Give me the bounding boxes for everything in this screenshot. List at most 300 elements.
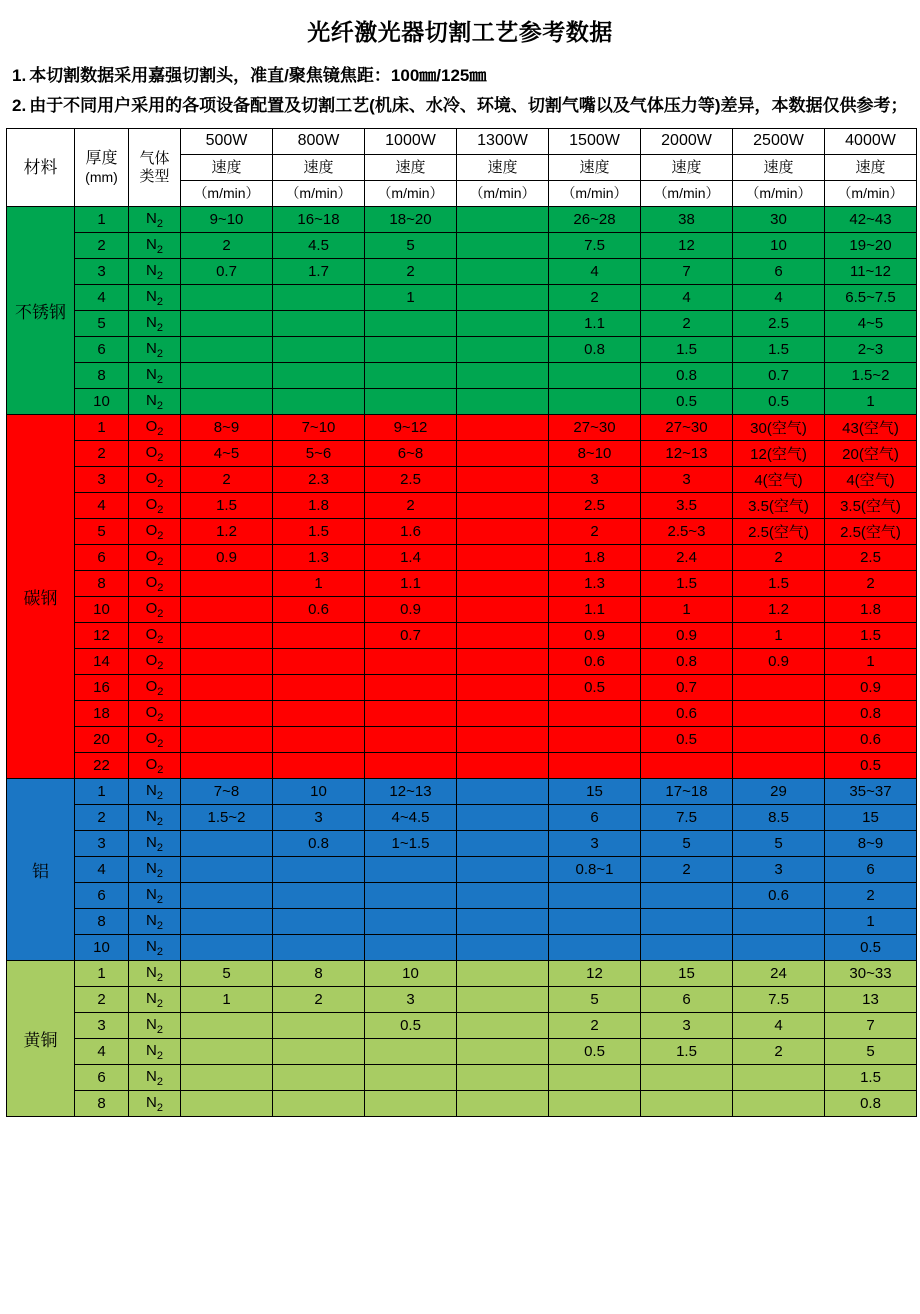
speed-cell <box>733 701 825 727</box>
speed-cell <box>457 207 549 233</box>
speed-cell: 1 <box>825 909 917 935</box>
header-thickness <box>75 129 129 207</box>
speed-cell <box>457 285 549 311</box>
speed-cell: 12~13 <box>365 779 457 805</box>
document-page <box>0 14 920 1314</box>
material-cell: 铝 <box>7 779 75 961</box>
speed-cell: 0.8 <box>273 831 365 857</box>
speed-cell: 1.8 <box>273 493 365 519</box>
speed-cell <box>181 571 273 597</box>
speed-cell <box>181 649 273 675</box>
header-gas-line1: 气体 <box>139 150 170 168</box>
speed-cell: 17~18 <box>641 779 733 805</box>
speed-cell <box>549 935 641 961</box>
speed-cell <box>457 675 549 701</box>
speed-cell: 0.9 <box>181 545 273 571</box>
material-cell: 碳钢 <box>7 415 75 779</box>
gas-cell: $O_2$ <box>129 701 181 727</box>
speed-cell <box>457 987 549 1013</box>
speed-cell <box>549 389 641 415</box>
header-power-1300w: 1300W <box>457 129 549 155</box>
gas-cell: $N_2$ <box>129 233 181 259</box>
speed-cell <box>457 571 549 597</box>
speed-cell <box>457 831 549 857</box>
table-row <box>7 727 917 753</box>
header-speed-1300w: 速度 <box>457 155 549 181</box>
notes-section <box>12 63 908 118</box>
thickness-cell: 10 <box>75 935 129 961</box>
speed-cell: 30(空气) <box>733 415 825 441</box>
note-text: 本切割数据采用嘉强切割头，准直/聚焦镜焦距：100㎜/125㎜ <box>29 66 487 85</box>
speed-cell: 1 <box>825 649 917 675</box>
gas-cell: $N_2$ <box>129 909 181 935</box>
speed-cell: 7.5 <box>641 805 733 831</box>
header-unit-2000w: （m/min） <box>641 181 733 207</box>
speed-cell: 1.7 <box>273 259 365 285</box>
speed-cell: 0.5 <box>549 675 641 701</box>
table-row <box>7 493 917 519</box>
speed-cell: 2 <box>733 545 825 571</box>
thickness-cell: 18 <box>75 701 129 727</box>
thickness-cell: 3 <box>75 1013 129 1039</box>
speed-cell: 0.8 <box>825 701 917 727</box>
gas-cell: $N_2$ <box>129 987 181 1013</box>
speed-cell: 2 <box>365 259 457 285</box>
speed-cell: 1.8 <box>825 597 917 623</box>
thickness-cell: 4 <box>75 1039 129 1065</box>
speed-cell: 8~10 <box>549 441 641 467</box>
speed-cell: 1.5 <box>181 493 273 519</box>
header-speed-2500w: 速度 <box>733 155 825 181</box>
speed-cell <box>457 1065 549 1091</box>
speed-cell: 1.5~2 <box>181 805 273 831</box>
table-body <box>7 207 917 1117</box>
speed-cell: 7.5 <box>549 233 641 259</box>
speed-cell <box>365 675 457 701</box>
thickness-cell: 8 <box>75 909 129 935</box>
speed-cell <box>181 857 273 883</box>
thickness-cell: 8 <box>75 363 129 389</box>
gas-cell: $N_2$ <box>129 883 181 909</box>
speed-cell: 0.9 <box>641 623 733 649</box>
speed-cell <box>733 1065 825 1091</box>
speed-cell <box>365 1039 457 1065</box>
header-gas-line2: 类型 <box>139 167 170 185</box>
speed-cell: 3 <box>273 805 365 831</box>
speed-cell: 0.5 <box>641 389 733 415</box>
thickness-cell: 6 <box>75 337 129 363</box>
table-row <box>7 259 917 285</box>
speed-cell <box>549 753 641 779</box>
speed-cell: 19~20 <box>825 233 917 259</box>
speed-cell: 29 <box>733 779 825 805</box>
speed-cell <box>273 389 365 415</box>
table-row <box>7 935 917 961</box>
speed-cell <box>273 1013 365 1039</box>
speed-cell: 1 <box>733 623 825 649</box>
speed-cell <box>181 363 273 389</box>
table-row <box>7 571 917 597</box>
table-row <box>7 857 917 883</box>
speed-cell: 7~8 <box>181 779 273 805</box>
speed-cell: 2.5~3 <box>641 519 733 545</box>
speed-cell <box>273 883 365 909</box>
speed-cell: 2 <box>181 233 273 259</box>
speed-cell <box>733 1091 825 1117</box>
speed-cell: 1.1 <box>365 571 457 597</box>
speed-cell <box>365 311 457 337</box>
speed-cell <box>457 883 549 909</box>
header-power-2500w: 2500W <box>733 129 825 155</box>
speed-cell <box>733 675 825 701</box>
header-power-4000w: 4000W <box>825 129 917 155</box>
thickness-cell: 16 <box>75 675 129 701</box>
header-power-500w: 500W <box>181 129 273 155</box>
speed-cell: 4 <box>549 259 641 285</box>
speed-cell <box>549 1091 641 1117</box>
speed-cell <box>641 1091 733 1117</box>
thickness-cell: 1 <box>75 961 129 987</box>
header-unit-1300w: （m/min） <box>457 181 549 207</box>
speed-cell <box>457 597 549 623</box>
thickness-cell: 5 <box>75 311 129 337</box>
speed-cell <box>365 363 457 389</box>
speed-cell: 1.3 <box>273 545 365 571</box>
speed-cell <box>181 623 273 649</box>
speed-cell: 0.6 <box>273 597 365 623</box>
speed-cell <box>457 935 549 961</box>
note-text: 由于不同用户采用的各项设备配置及切割工艺(机床、水冷、环境、切割气嘴以及气体压力等)差异，本数据仅供参考； <box>29 95 908 115</box>
thickness-cell: 10 <box>75 597 129 623</box>
gas-cell: $N_2$ <box>129 311 181 337</box>
speed-cell: 2 <box>365 493 457 519</box>
header-unit-800w: （m/min） <box>273 181 365 207</box>
speed-cell: 7 <box>641 259 733 285</box>
gas-cell: $N_2$ <box>129 285 181 311</box>
speed-cell <box>365 935 457 961</box>
speed-cell <box>273 649 365 675</box>
speed-cell: 5 <box>733 831 825 857</box>
thickness-cell: 8 <box>75 571 129 597</box>
speed-cell: 1.1 <box>549 597 641 623</box>
table-row <box>7 415 917 441</box>
speed-cell: 0.9 <box>733 649 825 675</box>
speed-cell: 0.5 <box>825 753 917 779</box>
table-row <box>7 909 917 935</box>
thickness-cell: 1 <box>75 207 129 233</box>
speed-cell: 0.9 <box>549 623 641 649</box>
header-unit-500w: （m/min） <box>181 181 273 207</box>
gas-cell: $N_2$ <box>129 363 181 389</box>
speed-cell: 0.7 <box>733 363 825 389</box>
table-row <box>7 1039 917 1065</box>
header-power-800w: 800W <box>273 129 365 155</box>
thickness-cell: 8 <box>75 1091 129 1117</box>
speed-cell: 2.4 <box>641 545 733 571</box>
speed-cell: 1.5~2 <box>825 363 917 389</box>
thickness-cell: 3 <box>75 259 129 285</box>
table-row <box>7 779 917 805</box>
speed-cell: 12(空气) <box>733 441 825 467</box>
speed-cell <box>733 935 825 961</box>
speed-cell: 4 <box>641 285 733 311</box>
table-row <box>7 233 917 259</box>
speed-cell <box>733 753 825 779</box>
speed-cell <box>457 311 549 337</box>
speed-cell <box>457 779 549 805</box>
speed-cell <box>181 1039 273 1065</box>
speed-cell <box>273 727 365 753</box>
speed-cell <box>273 363 365 389</box>
speed-cell: 27~30 <box>641 415 733 441</box>
speed-cell: 6 <box>733 259 825 285</box>
gas-cell: $O_2$ <box>129 493 181 519</box>
thickness-cell: 4 <box>75 285 129 311</box>
speed-cell: 0.8 <box>549 337 641 363</box>
speed-cell: 1.6 <box>365 519 457 545</box>
speed-cell: 16~18 <box>273 207 365 233</box>
thickness-cell: 3 <box>75 831 129 857</box>
gas-cell: $O_2$ <box>129 727 181 753</box>
speed-cell: 0.6 <box>825 727 917 753</box>
gas-cell: $O_2$ <box>129 545 181 571</box>
speed-cell: 3 <box>549 831 641 857</box>
speed-cell: 4(空气) <box>733 467 825 493</box>
gas-cell: $O_2$ <box>129 415 181 441</box>
cutting-parameters-table <box>6 128 917 1117</box>
speed-cell: 0.8 <box>641 363 733 389</box>
gas-cell: $O_2$ <box>129 675 181 701</box>
table-row <box>7 805 917 831</box>
speed-cell <box>549 727 641 753</box>
speed-cell <box>457 727 549 753</box>
speed-cell <box>181 909 273 935</box>
speed-cell: 1~1.5 <box>365 831 457 857</box>
header-speed-500w: 速度 <box>181 155 273 181</box>
speed-cell: 0.5 <box>549 1039 641 1065</box>
speed-cell <box>549 363 641 389</box>
thickness-cell: 3 <box>75 467 129 493</box>
speed-cell <box>273 675 365 701</box>
speed-cell: 2.5 <box>365 467 457 493</box>
speed-cell: 1.5 <box>641 337 733 363</box>
speed-cell: 6~8 <box>365 441 457 467</box>
speed-cell <box>181 753 273 779</box>
speed-cell <box>365 753 457 779</box>
thickness-cell: 6 <box>75 1065 129 1091</box>
speed-cell: 12 <box>641 233 733 259</box>
table-row <box>7 675 917 701</box>
speed-cell: 2 <box>825 571 917 597</box>
header-power-1000w: 1000W <box>365 129 457 155</box>
speed-cell <box>457 753 549 779</box>
speed-cell: 0.5 <box>733 389 825 415</box>
speed-cell <box>273 701 365 727</box>
speed-cell <box>549 1065 641 1091</box>
speed-cell: 2 <box>733 1039 825 1065</box>
speed-cell <box>457 623 549 649</box>
speed-cell: 1.5 <box>733 571 825 597</box>
speed-cell <box>457 1091 549 1117</box>
speed-cell <box>457 961 549 987</box>
speed-cell <box>181 883 273 909</box>
speed-cell: 0.5 <box>641 727 733 753</box>
speed-cell <box>273 1065 365 1091</box>
gas-cell: $O_2$ <box>129 597 181 623</box>
speed-cell: 4 <box>733 285 825 311</box>
speed-cell: 6.5~7.5 <box>825 285 917 311</box>
speed-cell <box>457 415 549 441</box>
gas-cell: $N_2$ <box>129 389 181 415</box>
gas-cell: $N_2$ <box>129 779 181 805</box>
speed-cell: 10 <box>365 961 457 987</box>
speed-cell <box>457 441 549 467</box>
thickness-cell: 2 <box>75 441 129 467</box>
speed-cell: 5 <box>641 831 733 857</box>
speed-cell <box>457 805 549 831</box>
thickness-cell: 6 <box>75 883 129 909</box>
speed-cell: 2.5 <box>549 493 641 519</box>
gas-cell: $O_2$ <box>129 649 181 675</box>
speed-cell: 0.7 <box>365 623 457 649</box>
speed-cell: 1.5 <box>733 337 825 363</box>
speed-cell <box>457 389 549 415</box>
speed-cell: 18~20 <box>365 207 457 233</box>
speed-cell <box>641 753 733 779</box>
speed-cell: 0.7 <box>181 259 273 285</box>
thickness-cell: 5 <box>75 519 129 545</box>
speed-cell <box>181 285 273 311</box>
speed-cell <box>549 883 641 909</box>
table-row <box>7 1065 917 1091</box>
page-title: 光纤激光器切割工艺参考数据 <box>307 19 613 45</box>
speed-cell <box>457 649 549 675</box>
speed-cell: 1.4 <box>365 545 457 571</box>
table-row <box>7 753 917 779</box>
material-cell: 黄铜 <box>7 961 75 1117</box>
header-speed-1500w: 速度 <box>549 155 641 181</box>
speed-cell: 3 <box>365 987 457 1013</box>
speed-cell <box>457 909 549 935</box>
speed-cell <box>365 337 457 363</box>
speed-cell <box>365 883 457 909</box>
speed-cell: 38 <box>641 207 733 233</box>
gas-cell: $O_2$ <box>129 467 181 493</box>
speed-cell <box>733 727 825 753</box>
speed-cell: 11~12 <box>825 259 917 285</box>
table-row <box>7 597 917 623</box>
speed-cell <box>365 649 457 675</box>
thickness-cell: 1 <box>75 415 129 441</box>
table-row <box>7 987 917 1013</box>
speed-cell: 1 <box>273 571 365 597</box>
speed-cell: 1.5 <box>641 571 733 597</box>
speed-cell <box>181 389 273 415</box>
speed-cell: 8~9 <box>181 415 273 441</box>
thickness-cell: 20 <box>75 727 129 753</box>
speed-cell: 5 <box>549 987 641 1013</box>
speed-cell <box>549 701 641 727</box>
speed-cell: 6 <box>825 857 917 883</box>
table-row <box>7 311 917 337</box>
gas-cell: $N_2$ <box>129 259 181 285</box>
speed-cell: 10 <box>733 233 825 259</box>
speed-cell <box>365 1091 457 1117</box>
speed-cell: 3.5(空气) <box>733 493 825 519</box>
header-speed-2000w: 速度 <box>641 155 733 181</box>
table-row <box>7 701 917 727</box>
thickness-cell: 4 <box>75 857 129 883</box>
speed-cell <box>457 233 549 259</box>
header-power-2000w: 2000W <box>641 129 733 155</box>
table-header <box>7 129 917 207</box>
speed-cell <box>181 831 273 857</box>
speed-cell <box>181 597 273 623</box>
header-unit-2500w: （m/min） <box>733 181 825 207</box>
speed-cell <box>457 259 549 285</box>
speed-cell: 10 <box>273 779 365 805</box>
speed-cell: 0.5 <box>825 935 917 961</box>
header-thickness-line2: (mm) <box>85 168 118 185</box>
speed-cell: 15 <box>825 805 917 831</box>
speed-cell <box>365 727 457 753</box>
gas-cell: $N_2$ <box>129 337 181 363</box>
table-row <box>7 519 917 545</box>
gas-cell: $O_2$ <box>129 623 181 649</box>
thickness-cell: 22 <box>75 753 129 779</box>
speed-cell: 4~4.5 <box>365 805 457 831</box>
speed-cell: 1.8 <box>549 545 641 571</box>
header-unit-1000w: （m/min） <box>365 181 457 207</box>
speed-cell: 42~43 <box>825 207 917 233</box>
speed-cell <box>457 1013 549 1039</box>
header-row-power <box>7 129 917 155</box>
speed-cell: 0.6 <box>549 649 641 675</box>
speed-cell: 15 <box>549 779 641 805</box>
speed-cell <box>273 935 365 961</box>
speed-cell: 0.6 <box>641 701 733 727</box>
speed-cell <box>181 337 273 363</box>
speed-cell: 30 <box>733 207 825 233</box>
speed-cell <box>549 909 641 935</box>
speed-cell <box>365 701 457 727</box>
speed-cell <box>365 1065 457 1091</box>
header-unit-4000w: （m/min） <box>825 181 917 207</box>
speed-cell: 1.5 <box>825 623 917 649</box>
gas-cell: $N_2$ <box>129 207 181 233</box>
gas-cell: $N_2$ <box>129 831 181 857</box>
gas-cell: $O_2$ <box>129 519 181 545</box>
speed-cell: 0.6 <box>733 883 825 909</box>
speed-cell: 30~33 <box>825 961 917 987</box>
speed-cell: 2.5(空气) <box>733 519 825 545</box>
speed-cell: 7~10 <box>273 415 365 441</box>
header-unit-1500w: （m/min） <box>549 181 641 207</box>
table-row <box>7 649 917 675</box>
speed-cell: 35~37 <box>825 779 917 805</box>
table-row <box>7 545 917 571</box>
thickness-cell: 12 <box>75 623 129 649</box>
speed-cell <box>181 727 273 753</box>
speed-cell <box>273 1091 365 1117</box>
speed-cell <box>457 519 549 545</box>
thickness-cell: 2 <box>75 987 129 1013</box>
speed-cell: 6 <box>641 987 733 1013</box>
speed-cell: 7.5 <box>733 987 825 1013</box>
note-number: 2. <box>12 95 27 115</box>
speed-cell: 12~13 <box>641 441 733 467</box>
gas-cell: $N_2$ <box>129 857 181 883</box>
